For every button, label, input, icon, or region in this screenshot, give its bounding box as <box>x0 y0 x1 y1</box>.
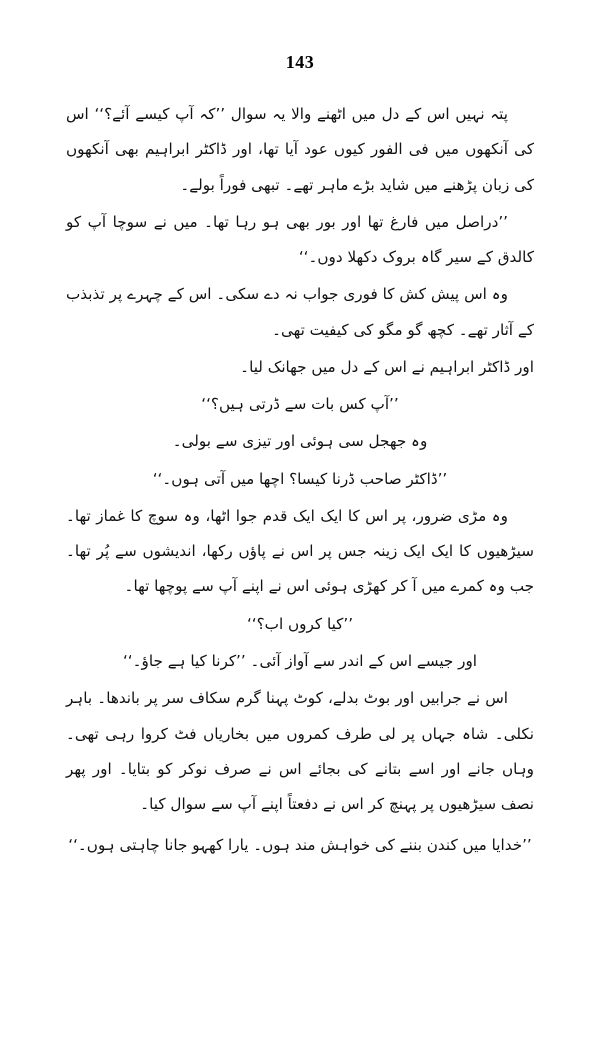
paragraph: اس نے جرابیں اور بوٹ بدلے، کوٹ پہنا گرم سکاف سر پر باندھا۔ باہر نکلی۔ شاہ جہاں پر لی طرف کمروں میں بخاریاں فٹ کروا رہی تھی۔ وہاں جانے اور اسے بتانے کی بجائے اس نے صرف نوکر کو بتایا۔ اور پھر نصف سیڑھیوں پر پہنچ کر اس نے دفعتاً اپنے آپ سے سوال کیا۔ <box>66 689 534 814</box>
page-body <box>66 97 534 864</box>
paragraph: وہ جھجل سی ہوئی اور تیزی سے بولی۔ <box>172 432 428 451</box>
paragraph: وہ اس پیش کش کا فوری جواب نہ دے سکی۔ اس کے چہرے پر تذبذب کے آثار تھے۔ کچھ گو مگو کی کیفیت تھی۔ <box>66 285 534 339</box>
paragraph: وہ مڑی ضرور، پر اس کا ایک ایک قدم جوا اٹھا، وہ سوچ کا غماز تھا۔ سیڑھیوں کا ایک ایک زینہ جس پر اس نے پاؤں رکھا، اندیشوں سے پُر تھا۔ جب وہ کمرے میں آ کر کھڑی ہوئی اس نے اپنے آپ سے پوچھا تھا۔ <box>66 506 534 596</box>
paragraph: اور جیسے اس کے اندر سے آواز آئی۔ ’’کرنا کیا ہے جاؤ۔‘‘ <box>122 651 478 670</box>
paragraph: ’’ڈاکٹر صاحب ڈرنا کیسا؟ اچھا میں آتی ہوں۔‘‘ <box>152 469 448 488</box>
paragraph: ’’دراصل میں فارغ تھا اور بور بھی ہو رہا تھا۔ میں نے سوچا آپ کو کالدق کے سیر گاہ بروک دکھلا دوں۔‘‘ <box>66 212 534 267</box>
paragraph: ’’آپ کس بات سے ڈرتی ہیں؟‘‘ <box>201 395 399 414</box>
paragraph: پتہ نہیں اس کے دل میں اٹھنے والا یہ سوال ’’کہ آپ کیسے آئے؟‘‘ اس کی آنکھوں میں فی الفور کیوں عود آیا تھا، اور ڈاکٹر ابراہیم بھی آنکھوں کی زبان پڑھنے میں شاید بڑے ماہر تھے۔ تبھی فوراً بولے۔ <box>66 105 534 194</box>
paragraph: ’’کیا کروں اب؟‘‘ <box>246 614 354 633</box>
paragraph: اور ڈاکٹر ابراہیم نے اس کے دل میں جھانک لیا۔ <box>240 357 534 376</box>
page-number: 143 <box>285 52 315 72</box>
paragraph: ’’خدایا میں کندن بننے کی خواہش مند ہوں۔ یارا کھہو جانا چاہتی ہوں۔‘‘ <box>68 836 532 855</box>
